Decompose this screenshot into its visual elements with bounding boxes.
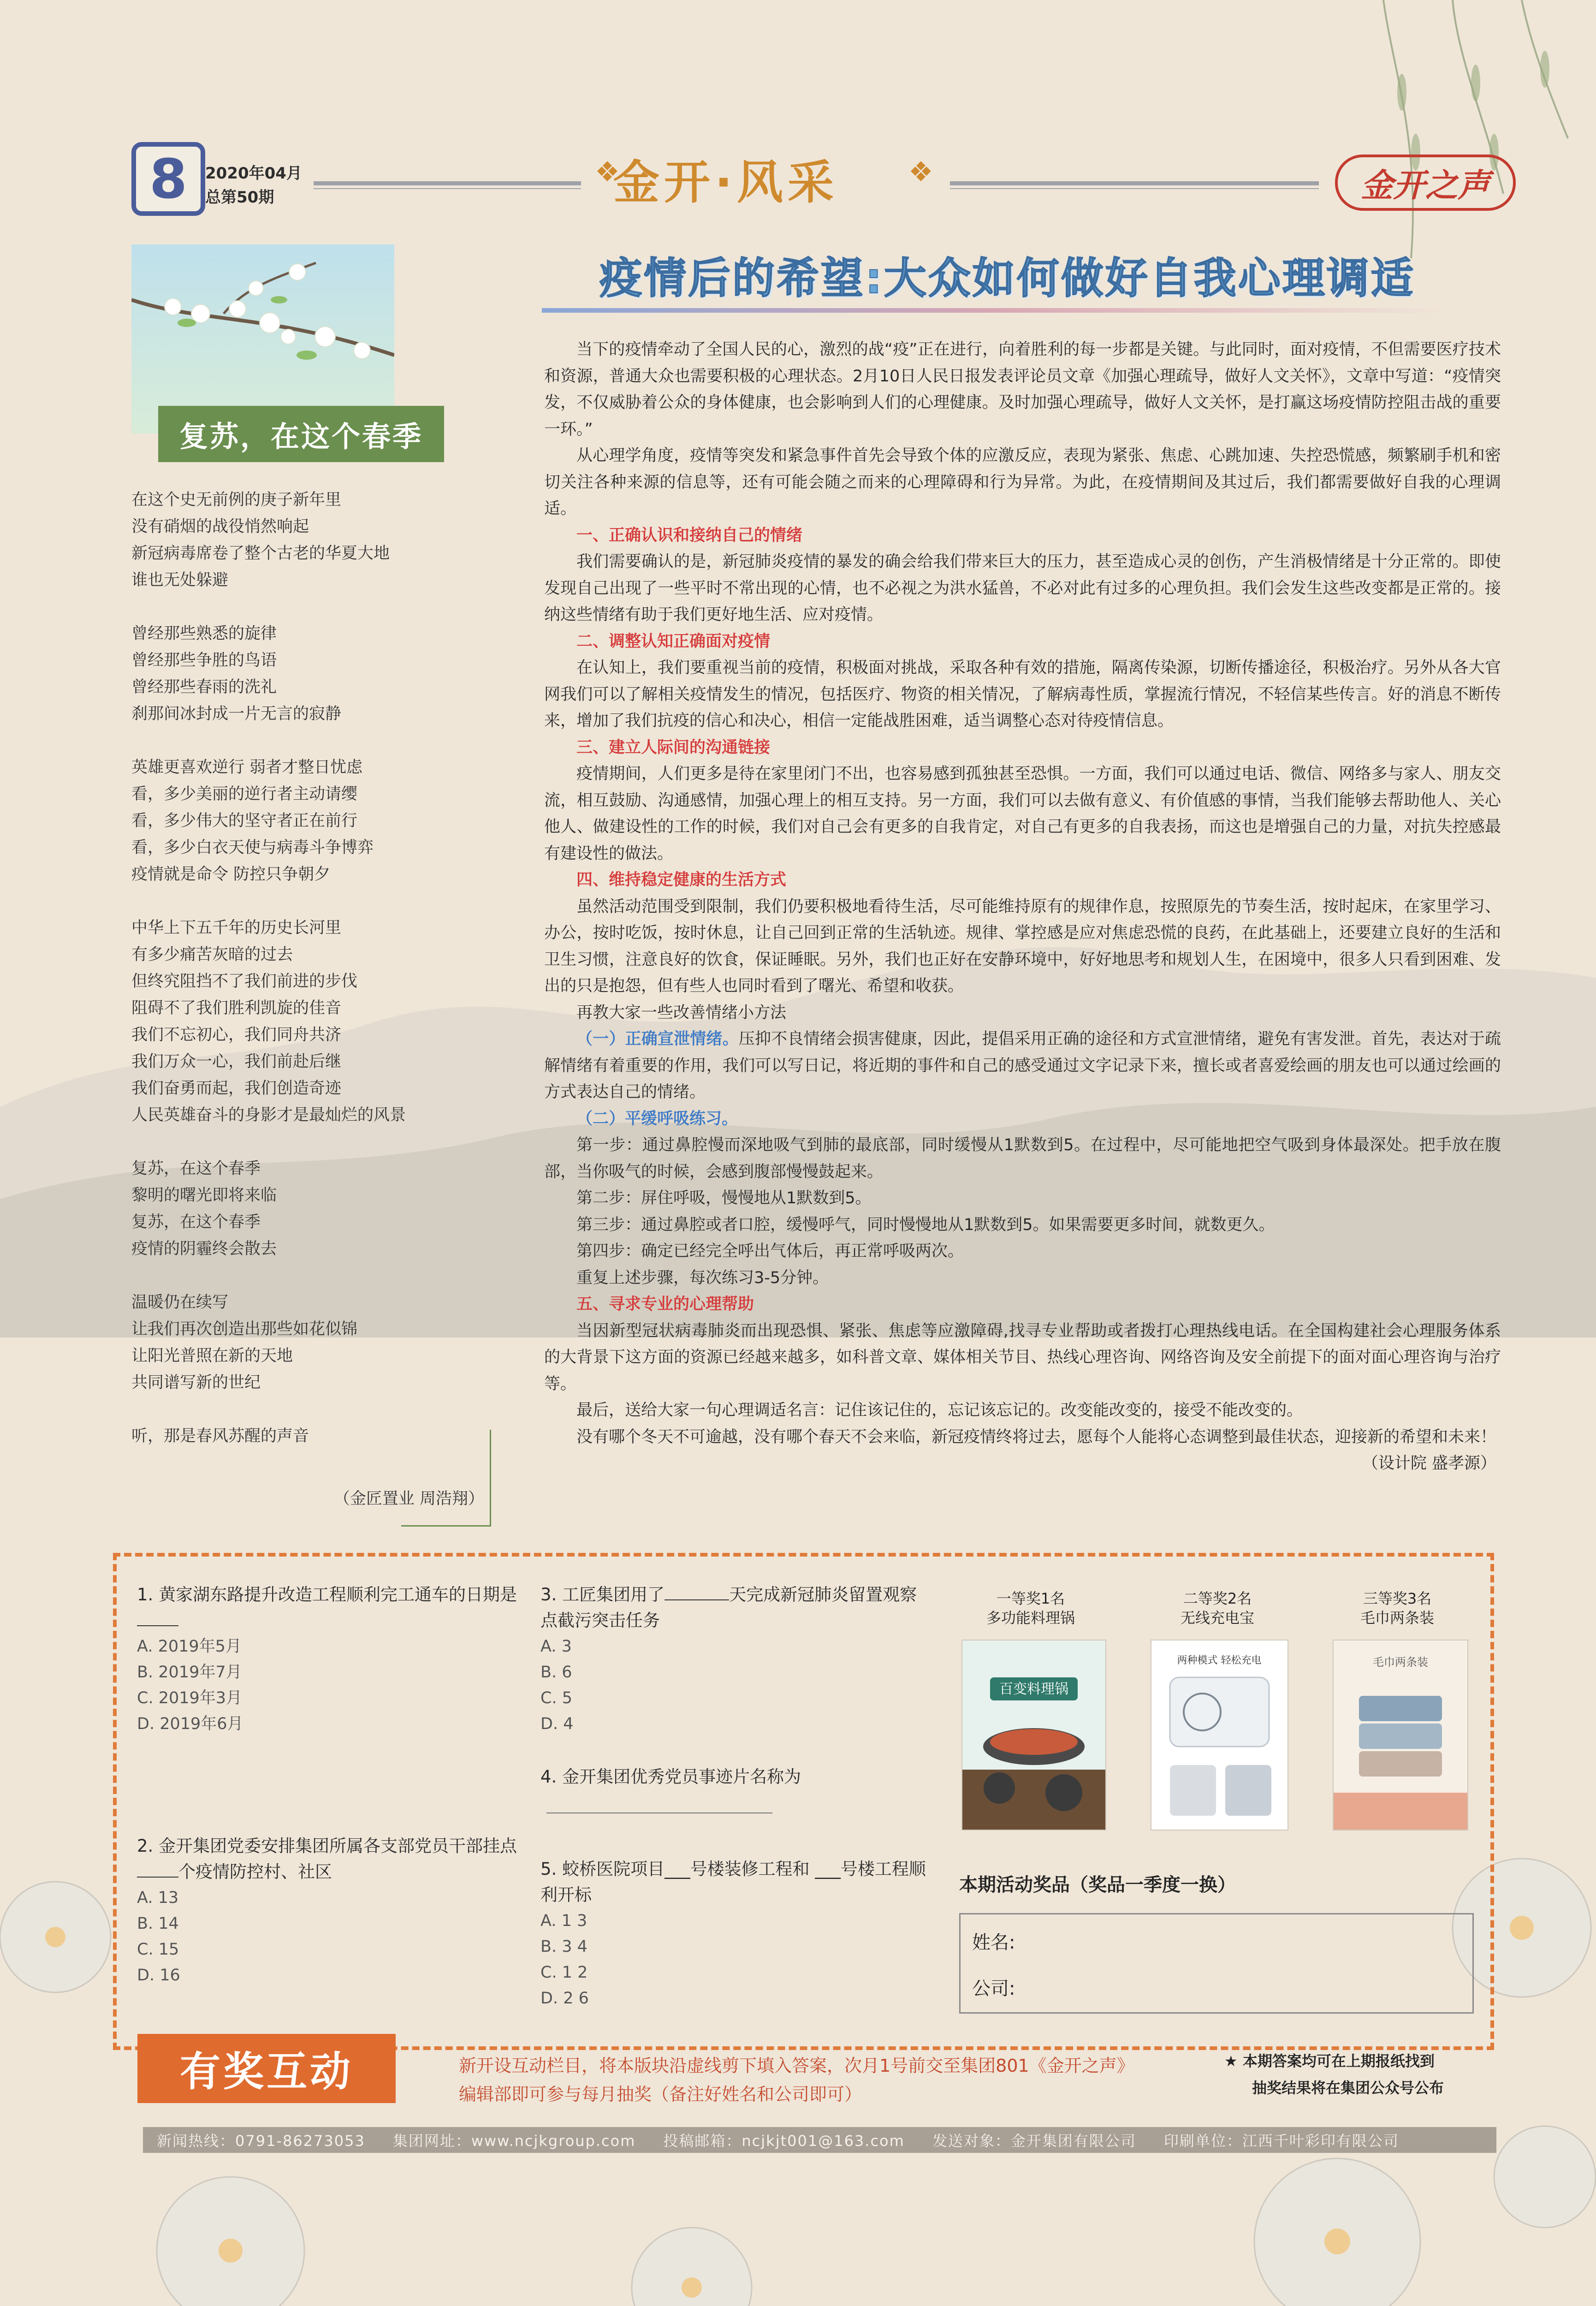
prize-2-image xyxy=(1151,1640,1288,1831)
option[interactable]: B. 14 xyxy=(137,1914,179,1933)
prize-1-image xyxy=(961,1640,1106,1831)
quiz-question-5: 5. 蛟桥医院项目___号楼装修工程和 ___号楼工程顺利开标 A. 1 3 B. 3 4 C. 1 2 D. 2 6 xyxy=(540,1856,932,2011)
poem-line: 但终究阻挡不了我们前进的步伐 xyxy=(131,972,358,991)
option[interactable]: A. 3 xyxy=(540,1637,572,1656)
poem-author: （金匠置业 周浩翔） xyxy=(333,1490,484,1508)
stanza-gap xyxy=(131,727,500,754)
printing-unit: 印刷单位：江西千叶彩印有限公司 xyxy=(1163,2132,1399,2150)
prize-1-image-text: 百变料理锅 xyxy=(999,1681,1068,1697)
company-field-label: 公司: xyxy=(972,1978,1015,1999)
step-text: 重复上述步骤，每次练习3-5分钟。 xyxy=(576,1268,829,1287)
option[interactable]: B. 6 xyxy=(540,1663,572,1682)
poem-divider-horizontal xyxy=(401,1525,491,1527)
column-badge: 金开之声 xyxy=(1335,155,1516,211)
poem-line: 我们奋勇而起，我们创造奇迹 xyxy=(131,1079,342,1098)
poem-line: 看，多少美丽的逆行者主动请缨 xyxy=(131,785,358,803)
header-rule-right xyxy=(950,181,1319,185)
section-brand: 金开·风采 xyxy=(613,155,838,209)
section-heading: 二、调整认知正确面对疫情 xyxy=(576,632,771,651)
issue-number: 总第50期 xyxy=(205,188,274,207)
poem-line: 看，多少白衣天使与病毒斗争博弈 xyxy=(131,838,374,857)
answer-blank[interactable] xyxy=(137,1625,178,1626)
option[interactable]: D. 4 xyxy=(540,1715,574,1733)
option[interactable]: A. 1 3 xyxy=(540,1912,587,1930)
option[interactable]: A. 13 xyxy=(137,1889,179,1907)
step-text: 第二步：屏住呼吸，慢慢地从1默数到5。 xyxy=(576,1189,872,1207)
ornament-left-icon: ❖ xyxy=(595,156,620,188)
poem-line: 温暖仍在续写 xyxy=(131,1293,229,1312)
article-paragraph: 我们需要确认的是，新冠肺炎疫情的暴发的确会给我们带来巨大的压力，甚至造成心灵的创伤，产生消极情绪是十分正常的。即使发现自己出现了一些平时不常出现的心情，也不必视之为洪水猛兽，不必对此有过多的心理负担。我们会发生这些改变都是正常的。接纳这些情绪有助于我们更好地生活、应对疫情。 xyxy=(544,553,1501,624)
answer-blank[interactable] xyxy=(137,1877,178,1878)
poem-line: 我们不忘初心，我们同舟共济 xyxy=(131,1026,342,1044)
article-paragraph: 疫情期间，人们更多是待在家里闭门不出，也容易感到孤独甚至恐惧。一方面，我们可以通过电话、微信、网络多与家人、朋友交流，相互鼓励、沟通感情，加强心理上的相互支持。另一方面，我们可以去做有意义、有价值感的事情，当我们能够去帮助他人、关心他人、做建设性的工作的时候，我们对自己会有更多的自我肯定，对自己有更多的自我表扬，而这也是增强自己的力量，对抗失控感最有建设性的做法。 xyxy=(544,765,1501,863)
prize-2-label: 二等奖2名 无线充电宝 xyxy=(1180,1590,1254,1627)
stanza-gap xyxy=(131,1450,500,1476)
article-paragraph: 最后，送给大家一句心理调适名言：记住该记住的，忘记该忘记的。改变能改变的，接受不能改变的。 xyxy=(576,1401,1303,1420)
section-heading: 四、维持稳定健康的生活方式 xyxy=(576,871,787,889)
poem-line: 复苏，在这个春季 xyxy=(131,1159,261,1178)
poem-line: 疫情就是命令 防控只争朝夕 xyxy=(131,865,331,884)
section-heading: 三、建立人际间的沟通链接 xyxy=(576,738,771,757)
stanza-gap xyxy=(131,1262,500,1289)
option[interactable]: D. 16 xyxy=(137,1966,180,1985)
prize-heading: 本期活动奖品（奖品一季度一换） xyxy=(959,1874,1236,1896)
poem-line: 在这个史无前例的庚子新年里 xyxy=(131,491,342,509)
poem-line: 让阳光普照在新的天地 xyxy=(131,1347,293,1365)
poem-line: 听，那是春风苏醒的声音 xyxy=(131,1427,309,1445)
header-rule-left-thin xyxy=(314,188,581,189)
name-field-label: 姓名: xyxy=(972,1932,1015,1953)
article-paragraph: 当因新型冠状病毒肺炎而出现恐惧、紧张、焦虑等应激障碍,找寻专业帮助或者拨打心理热线电话。在全国构建社会心理服务体系的大背景下这方面的资源已经越来越多，如科普文章、媒体相关节目、热线心理咨询、网络咨询及安全前提下的面对面心理咨询与治疗等。 xyxy=(544,1321,1501,1393)
option[interactable]: A. 2019年5月 xyxy=(137,1637,242,1656)
method-heading: （二）平缓呼吸练习。 xyxy=(576,1109,738,1128)
stanza-gap xyxy=(131,594,500,620)
method-heading: （一）正确宣泄情绪。 xyxy=(576,1030,739,1048)
article-paragraph: （一）正确宣泄情绪。压抑不良情绪会损害健康，因此，提倡采用正确的途径和方式宣泄情绪，避免有害发泄。首先，表达对于疏解情绪有着重要的作用，我们可以写日记，将近期的事件和自己的感受通过文字记录下来，擅长或者喜爱绘画的朋友也可以通过绘画的方式表达自己的情绪。 xyxy=(544,1030,1501,1101)
option[interactable]: D. 2 6 xyxy=(540,1989,589,2008)
issue-date: 2020年04月 xyxy=(205,164,302,183)
stanza-gap xyxy=(131,1129,500,1155)
poem-line: 谁也无处躲避 xyxy=(131,571,229,589)
poem-line: 英雄更喜欢逆行 弱者才整日忧虑 xyxy=(131,758,363,777)
section-heading: 五、寻求专业的心理帮助 xyxy=(576,1295,754,1313)
article-paragraph: 从心理学角度，疫情等突发和紧急事件首先会导致个体的应激反应，表现为紧张、焦虑、心跳加速、失控恐慌感，频繁刷手机和密切关注各种来源的信息等，还有可能会随之而来的心理障碍和行为异常。为此，在疫情期间及其过后，我们都需要做好自我的心理调适。 xyxy=(544,446,1501,518)
quiz-question-3: 3. 工匠集团用了 天完成新冠肺炎留置观察点截污突击任务 A. 3 B. 6 C. 5 D. 4 xyxy=(540,1582,932,1737)
stanza-gap xyxy=(131,888,500,915)
step-text: 第三步：通过鼻腔或者口腔，缓慢呼气，同时慢慢地从1默数到5。如果需要更多时间，就数更久。 xyxy=(576,1215,1275,1234)
option[interactable]: C. 2019年3月 xyxy=(137,1689,243,1707)
submission-email: 投稿邮箱：ncjkjt001@163.com xyxy=(663,2132,905,2150)
poem-line: 曾经那些熟悉的旋律 xyxy=(131,624,277,643)
poem-line: 黎明的曙光即将来临 xyxy=(131,1186,277,1205)
section-heading: 一、正确认识和接纳自己的情绪 xyxy=(576,526,803,545)
news-hotline: 新闻热线：0791-86273053 xyxy=(157,2132,365,2150)
company-field[interactable] xyxy=(1028,1974,1443,1997)
ornament-right-icon: ❖ xyxy=(908,156,933,188)
instruction-note: 新开设互动栏目，将本版块沿虚线剪下填入答案，次月1号前交至集团801《金开之声》 编辑部即可参与每月抽奖（备注好姓名和公司即可） xyxy=(459,2056,1134,2104)
option[interactable]: B. 2019年7月 xyxy=(137,1663,242,1682)
poem-line: 看，多少伟大的坚守者正在前行 xyxy=(131,812,358,830)
poem-divider-vertical xyxy=(490,1430,491,1527)
article-byline: （设计院 盛孝源） xyxy=(1362,1454,1496,1473)
article-paragraph: 虽然活动范围受到限制，我们仍要积极地看待生活，尽可能维持原有的规律作息，按照原先的节奏生活，按时起床，在家里学习、办公，按时吃饭，按时休息，让自己回到正常的生活轨迹。规律、掌控感是应对焦虑恐慌的良药，在此基础上，还要建立良好的生活和卫生习惯，注意良好的饮食，保证睡眠。另外，我们也正好在安静环境中，好好地思考和规划人生，在困境中，很多人只看到困难、发出的只是抱怨，但有些人也同时看到了曙光、希望和收获。 xyxy=(544,897,1501,995)
option[interactable]: C. 1 2 xyxy=(540,1963,588,1982)
poem-line: 复苏，在这个春季 xyxy=(131,1213,261,1231)
poem-line: 新冠病毒席卷了整个古老的华夏大地 xyxy=(131,544,390,563)
poem-line: 人民英雄奋斗的身影才是最灿烂的风景 xyxy=(131,1106,406,1124)
option[interactable]: C. 5 xyxy=(540,1689,572,1707)
prize-2-image-text: 两种模式 轻松充电 xyxy=(1177,1655,1262,1666)
group-website: 集团网址：www.ncjkgroup.com xyxy=(392,2132,636,2150)
prize-3-image xyxy=(1333,1640,1468,1831)
footer-info-bar xyxy=(143,2127,1496,2153)
spring-blossom-photo xyxy=(131,244,394,434)
poem-line: 曾经那些争胜的鸟语 xyxy=(131,651,277,670)
poem-line: 中华上下五千年的历史长河里 xyxy=(131,919,342,937)
article-paragraph: 在认知上，我们要重视当前的疫情，积极面对挑战，采取各种有效的措施，隔离传染源，切断传播途径，积极治疗。另外从各大官网我们可以了解相关疫情发生的情况，包括医疗、物资的相关情况，了解病毒性质，掌握流行情况，不轻信某些传言。好的消息不断传来，增加了我们抗疫的信心和决心，相信一定能战胜困难，适当调整心态对待疫情信息。 xyxy=(544,659,1501,730)
interactive-badge: 有奖互动 xyxy=(137,2034,396,2103)
page-number: 8 xyxy=(131,142,205,216)
option[interactable]: C. 15 xyxy=(137,1940,179,1959)
poem-line: 共同谱写新的世纪 xyxy=(131,1373,261,1392)
quiz-question-4: 4. 金开集团优秀党员事迹片名称为 xyxy=(540,1767,801,1787)
answer-blank[interactable] xyxy=(665,1599,729,1600)
prize-1-label: 一等奖1名 多功能料理锅 xyxy=(986,1590,1075,1627)
poem-title-banner: 复苏，在这个春季 xyxy=(158,406,444,462)
answer-note: ★ 本期答案均可在上期报纸找到 抽奖结果将在集团公众号公布 xyxy=(1224,2052,1444,2097)
stanza-gap xyxy=(131,1396,500,1423)
poem-line: 没有硝烟的战役悄然响起 xyxy=(131,517,309,536)
step-text: 第一步：通过鼻腔慢而深地吸气到肺的最底部，同时缓慢从1默数到5。在过程中，尽可能地把空气吸到身体最深处。把手放在腹部，当你吸气的时候，会感到腹部慢慢鼓起来。 xyxy=(544,1136,1501,1181)
quiz-question-1: 1. 黄家湖东路提升改造工程顺利完工通车的日期是 A. 2019年5月 B. 2019年7月 C. 2019年3月 D. 2019年6月 xyxy=(137,1582,538,1737)
prize-3-label: 三等奖3名 毛巾两条装 xyxy=(1360,1590,1434,1627)
title-underline xyxy=(542,308,1441,313)
step-text: 第四步：确定已经完全呼出气体后，再正常呼吸两次。 xyxy=(576,1242,964,1260)
article-paragraph: 没有哪个冬天不可逾越，没有哪个春天不会来临，新冠疫情终将过去，愿每个人能将心态调整到最佳状态，迎接新的希望和未来！ xyxy=(576,1427,1497,1446)
option[interactable]: D. 2019年6月 xyxy=(137,1715,243,1733)
poem-line: 让我们再次创造出那些如花似锦 xyxy=(131,1320,358,1338)
article-body xyxy=(544,337,1501,1477)
option[interactable]: B. 3 4 xyxy=(540,1938,587,1956)
article-title: 疫情后的希望:大众如何做好自我心理调适 xyxy=(599,254,1415,303)
header-rule-left xyxy=(314,181,581,185)
poem-line: 有多少痛苦灰暗的过去 xyxy=(131,945,293,964)
willow-decoration xyxy=(1245,0,1596,258)
name-field[interactable] xyxy=(1028,1928,1443,1951)
poem-line: 疫情的阴霾终会散去 xyxy=(131,1240,277,1258)
prize-3-image-text: 毛巾两条装 xyxy=(1373,1656,1428,1669)
poem-line: 我们万众一心，我们前赴后继 xyxy=(131,1052,342,1071)
poem-line: 曾经那些春雨的洗礼 xyxy=(131,678,277,696)
article-paragraph: 当下的疫情牵动了全国人民的心，激烈的战“疫”正在进行，向着胜利的每一步都是关键。与此同时，面对疫情，不但需要医疗技术和资源，普通大众也需要积极的心理状态。2月10日人民日报发表评论员文章《加强心理疏导，做好人文关怀》，文章中写道：“疫情突发，不仅威胁着公众的身体健康，也会影响到人们的心理健康。及时加强心理疏导，做好人文关怀，是打赢这场疫情防控阻击战的重要一环。” xyxy=(544,340,1501,439)
delivery-target: 发送对象：金开集团有限公司 xyxy=(932,2132,1136,2150)
article-paragraph: 再教大家一些改善情绪小方法 xyxy=(576,1003,787,1022)
quiz-question-2: 2. 金开集团党委安排集团所属各支部党员干部挂点个疫情防控村、社区 A. 13 B. 14 C. 15 D. 16 xyxy=(137,1833,538,1988)
poem-line: 阻碍不了我们胜利凯旋的佳音 xyxy=(131,999,342,1017)
poem-body xyxy=(131,487,500,1512)
poem-line: 刹那间冰封成一片无言的寂静 xyxy=(131,705,342,723)
header-rule-right-thin xyxy=(950,188,1319,189)
